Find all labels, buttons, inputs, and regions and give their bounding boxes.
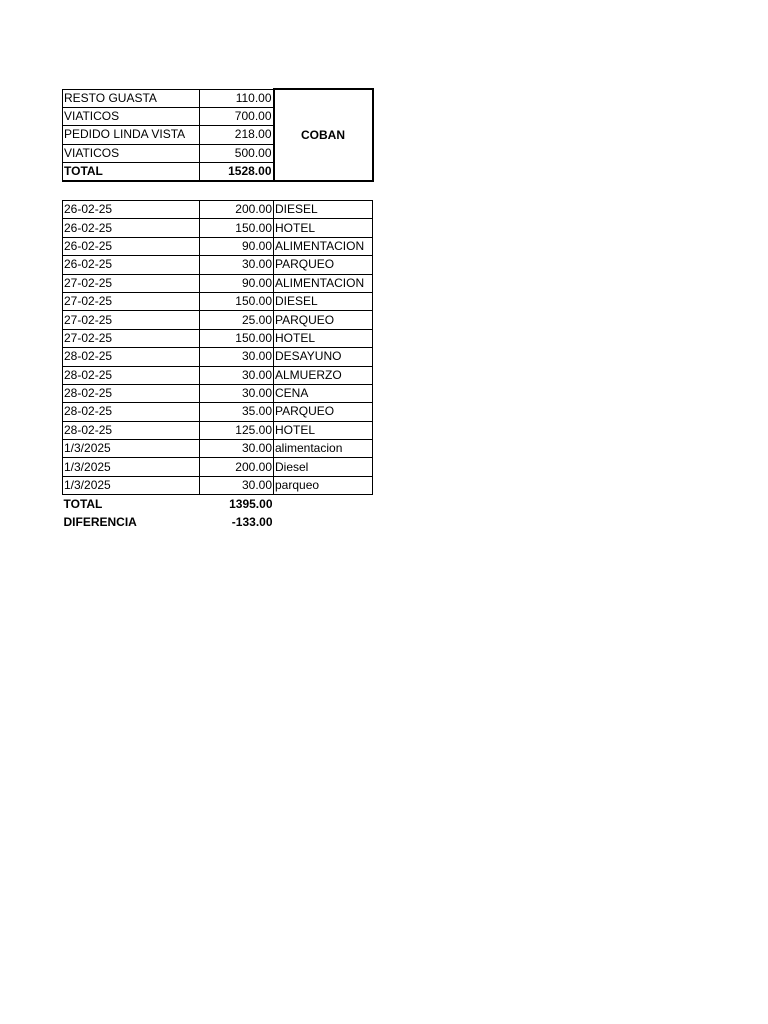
expense-row	[63, 458, 373, 476]
expense-category-cell[interactable]: ALMUERZO	[274, 366, 373, 384]
difference-label[interactable]: DIFERENCIA	[63, 514, 137, 529]
expense-category-cell[interactable]: HOTEL	[274, 219, 373, 237]
expense-total-amount[interactable]: 1395.00	[229, 496, 273, 511]
expense-date-cell[interactable]: 28-02-25	[63, 348, 200, 366]
expense-row	[63, 329, 373, 347]
expense-row	[63, 403, 373, 421]
difference-amount[interactable]: -133.00	[231, 514, 273, 529]
expense-category-cell[interactable]: ALIMENTACION	[274, 237, 373, 255]
expense-category-cell[interactable]: Diesel	[274, 458, 373, 476]
expense-category-cell[interactable]: DIESEL	[274, 292, 373, 310]
expense-row	[63, 348, 373, 366]
expense-date-cell[interactable]: 27-02-25	[63, 311, 200, 329]
expense-table	[62, 200, 373, 532]
expense-category-cell[interactable]: ALIMENTACION	[274, 274, 373, 292]
expense-row	[63, 311, 373, 329]
expense-category-cell[interactable]: HOTEL	[274, 329, 373, 347]
expense-category-cell[interactable]: alimentacion	[274, 440, 373, 458]
expense-date-cell[interactable]: 28-02-25	[63, 366, 200, 384]
expense-date-cell[interactable]: 1/3/2025	[63, 458, 200, 476]
expense-amount-cell[interactable]: 30.00	[200, 366, 274, 384]
expense-date-cell[interactable]: 26-02-25	[63, 201, 200, 219]
income-concept-cell[interactable]: RESTO GUASTA	[63, 89, 200, 107]
expense-row	[63, 256, 373, 274]
expense-amount-cell[interactable]: 150.00	[200, 329, 274, 347]
expense-row	[63, 201, 373, 219]
expense-row	[63, 292, 373, 310]
location-cell[interactable]: COBAN	[274, 89, 373, 181]
income-concept-cell[interactable]: VIATICOS	[63, 107, 200, 125]
expense-row	[63, 219, 373, 237]
expense-category-cell[interactable]: PARQUEO	[274, 403, 373, 421]
expense-date-cell[interactable]: 26-02-25	[63, 256, 200, 274]
income-row	[63, 89, 373, 107]
income-amount-cell[interactable]: 500.00	[200, 144, 274, 162]
expense-date-cell[interactable]: 27-02-25	[63, 274, 200, 292]
expense-row	[63, 421, 373, 439]
expense-amount-cell[interactable]: 30.00	[200, 348, 274, 366]
expense-amount-cell[interactable]: 125.00	[200, 421, 274, 439]
income-total-amount[interactable]: 1528.00	[200, 163, 274, 182]
expense-amount-cell[interactable]: 150.00	[200, 292, 274, 310]
expense-category-cell[interactable]: parqueo	[274, 476, 373, 494]
expense-row	[63, 440, 373, 458]
expense-date-cell[interactable]: 27-02-25	[63, 329, 200, 347]
expense-total-row	[63, 495, 373, 513]
income-concept-cell[interactable]: PEDIDO LINDA VISTA	[63, 126, 200, 144]
expense-amount-cell[interactable]: 200.00	[200, 201, 274, 219]
expense-amount-cell[interactable]: 35.00	[200, 403, 274, 421]
expense-amount-cell[interactable]: 30.00	[200, 440, 274, 458]
income-total-label[interactable]: TOTAL	[63, 163, 200, 182]
income-amount-cell[interactable]: 218.00	[200, 126, 274, 144]
expense-row	[63, 384, 373, 402]
expense-amount-cell[interactable]: 30.00	[200, 384, 274, 402]
expense-amount-cell[interactable]: 90.00	[200, 237, 274, 255]
expense-category-cell[interactable]: CENA	[274, 384, 373, 402]
empty-cell[interactable]	[274, 495, 373, 513]
income-amount-cell[interactable]: 700.00	[200, 107, 274, 125]
expense-date-cell[interactable]: 26-02-25	[63, 237, 200, 255]
expense-amount-cell[interactable]: 150.00	[200, 219, 274, 237]
expense-category-cell[interactable]: DIESEL	[274, 201, 373, 219]
expense-category-cell[interactable]: DESAYUNO	[274, 348, 373, 366]
expense-row	[63, 366, 373, 384]
expense-date-cell[interactable]: 28-02-25	[63, 421, 200, 439]
expense-amount-cell[interactable]: 25.00	[200, 311, 274, 329]
expense-row	[63, 237, 373, 255]
expense-category-cell[interactable]: PARQUEO	[274, 311, 373, 329]
expense-amount-cell[interactable]: 200.00	[200, 458, 274, 476]
difference-row	[63, 513, 373, 531]
expense-category-cell[interactable]: HOTEL	[274, 421, 373, 439]
expense-amount-cell[interactable]: 30.00	[200, 256, 274, 274]
expense-date-cell[interactable]: 1/3/2025	[63, 476, 200, 494]
expense-category-cell[interactable]: PARQUEO	[274, 256, 373, 274]
expense-amount-cell[interactable]: 90.00	[200, 274, 274, 292]
expense-amount-cell[interactable]: 30.00	[200, 476, 274, 494]
expense-row	[63, 274, 373, 292]
income-table	[62, 88, 374, 182]
expense-date-cell[interactable]: 28-02-25	[63, 403, 200, 421]
empty-cell[interactable]	[274, 513, 373, 531]
income-concept-cell[interactable]: VIATICOS	[63, 144, 200, 162]
expense-date-cell[interactable]: 28-02-25	[63, 384, 200, 402]
expense-date-cell[interactable]: 26-02-25	[63, 219, 200, 237]
expense-total-label[interactable]: TOTAL	[63, 496, 103, 511]
expense-date-cell[interactable]: 1/3/2025	[63, 440, 200, 458]
expense-row	[63, 476, 373, 494]
income-amount-cell[interactable]: 110.00	[200, 89, 274, 107]
expense-date-cell[interactable]: 27-02-25	[63, 292, 200, 310]
